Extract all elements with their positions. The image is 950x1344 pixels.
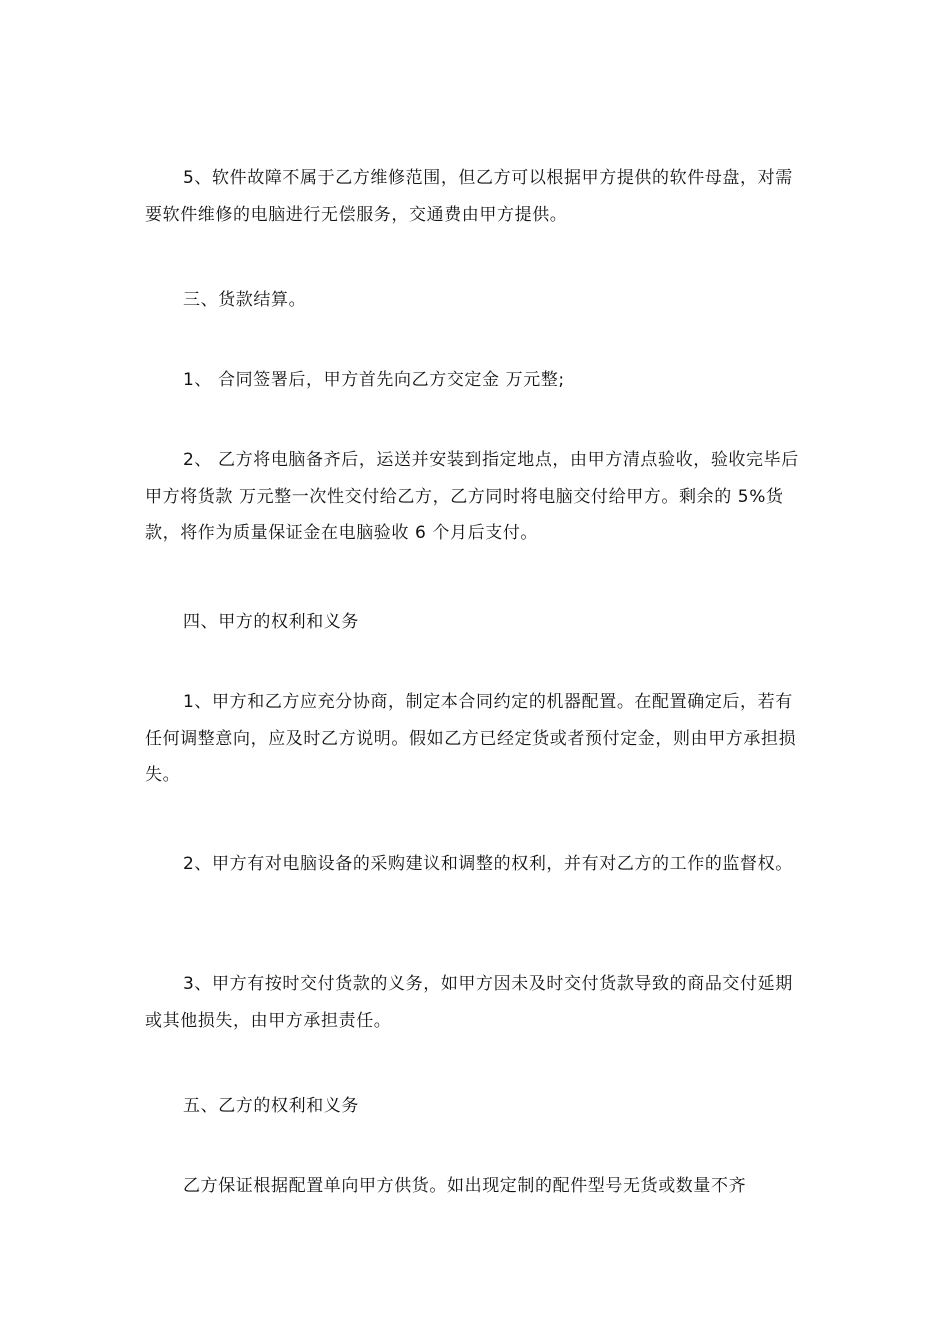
clause-party-a-3: 3、甲方有按时交付货款的义务，如甲方因未及时交付货款导致的商品交付延期或其他损失，由甲方承担责任。 bbox=[145, 974, 793, 1031]
clause-party-a-2: 2、甲方有对电脑设备的采购建议和调整的权利，并有对乙方的工作的监督权。 bbox=[183, 854, 793, 874]
clause-party-b-intro: 乙方保证根据配置单向甲方供货。如出现定制的配件型号无货或数量不齐 bbox=[183, 1176, 747, 1196]
clause-payment-2: 2、 乙方将电脑备齐后，运送并安装到指定地点，由甲方清点验收，验收完毕后甲方将货款 万元整一次性交付给乙方，乙方同时将电脑交付给甲方。剩余的 5%货款，将作为质量保证金在电脑验收 6 个月后支付。 bbox=[145, 450, 799, 543]
section-4-heading: 四、甲方的权利和义务 bbox=[183, 612, 359, 632]
section-3-heading: 三、货款结算。 bbox=[183, 290, 307, 310]
clause-payment-1: 1、 合同签署后，甲方首先向乙方交定金 万元整; bbox=[183, 370, 565, 390]
clause-party-a-1: 1、甲方和乙方应充分协商，制定本合同约定的机器配置。在配置确定后，若有任何调整意向，应及时乙方说明。假如乙方已经定货或者预付定金，则由甲方承担损失。 bbox=[145, 692, 797, 785]
section-5-heading: 五、乙方的权利和义务 bbox=[183, 1096, 359, 1116]
clause-5-software-fault: 5、软件故障不属于乙方维修范围，但乙方可以根据甲方提供的软件母盘，对需要软件维修的电脑进行无偿服务，交通费由甲方提供。 bbox=[145, 168, 793, 225]
